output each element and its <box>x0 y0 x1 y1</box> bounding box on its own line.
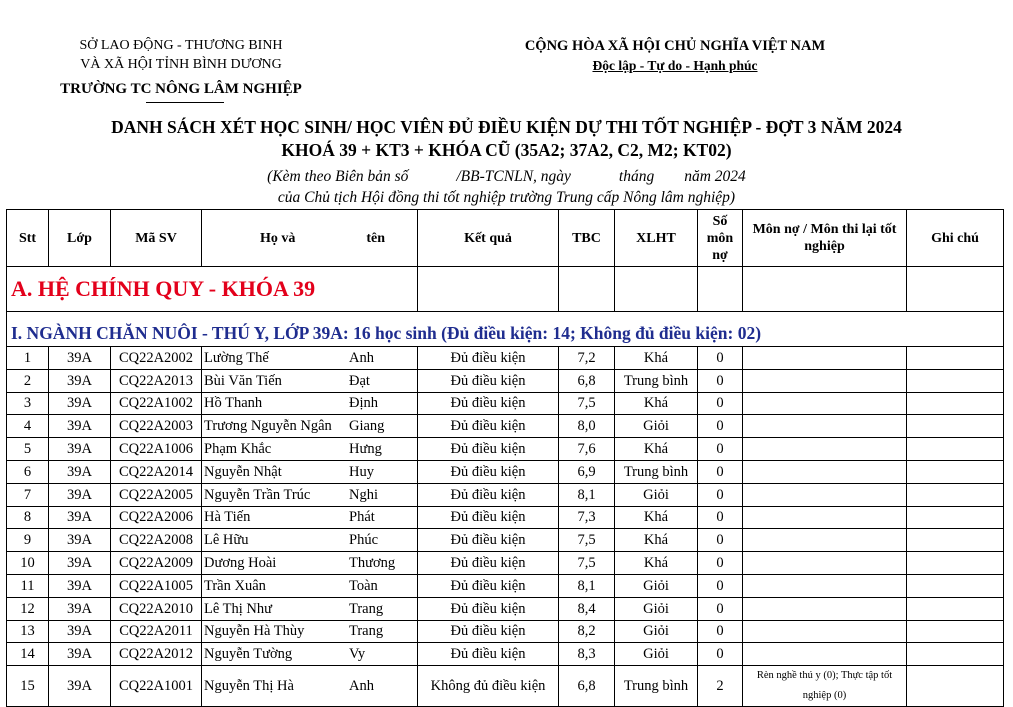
cell-ketqua: Đủ điều kiện <box>418 506 559 529</box>
cell-so-mon-no: 0 <box>698 574 743 597</box>
cell-ketqua: Đủ điều kiện <box>418 415 559 438</box>
table-row <box>7 574 1004 597</box>
cell-ghichu <box>907 392 1004 415</box>
cell-mon-no <box>743 597 907 620</box>
cell-xlht: Trung bình <box>615 666 698 707</box>
cell-mon-no <box>743 506 907 529</box>
cell-so-mon-no: 0 <box>698 529 743 552</box>
cell-mon-no <box>743 392 907 415</box>
cell-ten: Anh <box>349 349 374 366</box>
cell-ghichu <box>907 415 1004 438</box>
cell-tbc: 8,0 <box>559 415 615 438</box>
cell-stt: 4 <box>7 415 49 438</box>
national-title: CỘNG HÒA XÃ HỘI CHỦ NGHĨA VIỆT NAM <box>524 38 826 54</box>
table-row <box>7 643 1004 666</box>
cell-ketqua: Đủ điều kiện <box>418 597 559 620</box>
cell-ghichu <box>907 552 1004 575</box>
cell-ketqua: Đủ điều kiện <box>418 529 559 552</box>
cell-ho: Lê Thị Như <box>204 600 272 617</box>
cell-ten: Toàn <box>349 577 378 594</box>
cell-masv: CQ22A2014 <box>111 460 202 483</box>
cell-ketqua: Đủ điều kiện <box>418 347 559 370</box>
cell-masv: CQ22A2013 <box>111 369 202 392</box>
cell-masv: CQ22A2003 <box>111 415 202 438</box>
empty-cell <box>698 267 743 312</box>
cell-mon-no <box>743 438 907 461</box>
cell-so-mon-no: 0 <box>698 460 743 483</box>
cell-ten: Anh <box>349 678 374 695</box>
cell-stt: 7 <box>7 483 49 506</box>
cell-tbc: 7,2 <box>559 347 615 370</box>
school-name: TRƯỜNG TC NÔNG LÂM NGHIỆP <box>60 81 302 97</box>
cell-xlht: Khá <box>615 506 698 529</box>
cell-xlht: Giỏi <box>615 597 698 620</box>
cell-stt: 15 <box>7 666 49 707</box>
cell-tbc: 8,3 <box>559 643 615 666</box>
cell-mon-no <box>743 415 907 438</box>
cell-ho: Trần Xuân <box>204 577 266 594</box>
cell-mon-no <box>743 643 907 666</box>
cell-masv: CQ22A2005 <box>111 483 202 506</box>
cell-ketqua: Đủ điều kiện <box>418 643 559 666</box>
table-header-row <box>7 210 1004 267</box>
section-i-heading: I. NGÀNH CHĂN NUÔI - THÚ Y, LỚP 39A: 16 học sinh (Đủ điều kiện: 14; Không đủ điều kiện: 02) <box>7 312 1004 347</box>
col-ketqua: Kết quả <box>418 210 559 267</box>
cell-ten: Trang <box>349 600 384 617</box>
title-line-1: DANH SÁCH XÉT HỌC SINH/ HỌC VIÊN ĐỦ ĐIỀU KIỆN DỰ THI TỐT NGHIỆP - ĐỢT 3 NĂM 2024 <box>111 117 902 137</box>
cell-xlht: Khá <box>615 529 698 552</box>
cell-tbc: 6,8 <box>559 666 615 707</box>
section-a-heading: A. HỆ CHÍNH QUY - KHÓA 39 <box>7 267 418 312</box>
cell-hoten <box>202 620 418 643</box>
cell-ten: Thương <box>349 555 396 572</box>
cell-xlht: Trung bình <box>615 460 698 483</box>
cell-ghichu <box>907 666 1004 707</box>
cell-ho: Bùi Văn Tiến <box>204 372 282 389</box>
cell-stt: 13 <box>7 620 49 643</box>
cell-tbc: 7,5 <box>559 552 615 575</box>
cell-so-mon-no: 0 <box>698 597 743 620</box>
cell-tbc: 8,2 <box>559 620 615 643</box>
cell-hoten <box>202 369 418 392</box>
cell-mon-no <box>743 529 907 552</box>
subtitle-part-4: năm 2024 <box>684 168 746 185</box>
cell-stt: 14 <box>7 643 49 666</box>
cell-xlht: Trung bình <box>615 369 698 392</box>
cell-ho: Nguyễn Hà Thùy <box>204 623 305 640</box>
agency-line-1: SỞ LAO ĐỘNG - THƯƠNG BINH <box>79 38 283 53</box>
cell-stt: 1 <box>7 347 49 370</box>
empty-cell <box>559 267 615 312</box>
table-row <box>7 392 1004 415</box>
cell-ho: Dương Hoài <box>204 555 277 572</box>
cell-ghichu <box>907 483 1004 506</box>
cell-ten: Huy <box>349 463 374 480</box>
cell-lop: 39A <box>49 438 111 461</box>
cell-hoten <box>202 483 418 506</box>
cell-stt: 5 <box>7 438 49 461</box>
cell-ten: Nghi <box>349 486 378 503</box>
cell-masv: CQ22A1006 <box>111 438 202 461</box>
cell-lop: 39A <box>49 392 111 415</box>
cell-stt: 11 <box>7 574 49 597</box>
cell-tbc: 8,1 <box>559 483 615 506</box>
table-row <box>7 597 1004 620</box>
cell-mon-no <box>743 347 907 370</box>
cell-mon-no <box>743 483 907 506</box>
subtitle-part-3: tháng <box>618 168 655 185</box>
cell-ten: Phúc <box>349 532 378 549</box>
table-row <box>7 529 1004 552</box>
cell-xlht: Khá <box>615 438 698 461</box>
cell-so-mon-no: 0 <box>698 483 743 506</box>
cell-stt: 3 <box>7 392 49 415</box>
cell-ten: Giang <box>349 418 385 435</box>
cell-lop: 39A <box>49 643 111 666</box>
col-so-mon-no: Số môn nợ <box>698 210 743 267</box>
cell-ketqua: Không đủ điều kiện <box>418 666 559 707</box>
cell-ho: Nguyễn Thị Hà <box>204 678 294 695</box>
cell-hoten <box>202 597 418 620</box>
cell-lop: 39A <box>49 574 111 597</box>
cell-masv: CQ22A1005 <box>111 574 202 597</box>
table-row <box>7 506 1004 529</box>
cell-ghichu <box>907 369 1004 392</box>
agency-line-2: VÀ XÃ HỘI TỈNH BÌNH DƯƠNG <box>80 57 282 72</box>
col-xlht: XLHT <box>615 210 698 267</box>
cell-ten: Định <box>349 395 378 412</box>
col-stt: Stt <box>7 210 49 267</box>
national-motto: Độc lập - Tự do - Hạnh phúc <box>592 58 758 73</box>
cell-ghichu <box>907 620 1004 643</box>
cell-ten: Trang <box>349 623 384 640</box>
cell-masv: CQ22A2011 <box>111 620 202 643</box>
cell-masv: CQ22A1002 <box>111 392 202 415</box>
cell-ghichu <box>907 347 1004 370</box>
cell-tbc: 7,6 <box>559 438 615 461</box>
subtitle-part-2: /BB-TCNLN, ngày <box>456 168 571 185</box>
title-line-2: KHOÁ 39 + KT3 + KHÓA CŨ (35A2; 37A2, C2, M2; KT02) <box>281 140 732 160</box>
cell-stt: 9 <box>7 529 49 552</box>
cell-ghichu <box>907 643 1004 666</box>
table-row <box>7 620 1004 643</box>
cell-mon-no <box>743 460 907 483</box>
cell-masv: CQ22A2006 <box>111 506 202 529</box>
cell-hoten <box>202 643 418 666</box>
cell-so-mon-no: 0 <box>698 347 743 370</box>
cell-hoten <box>202 415 418 438</box>
cell-so-mon-no: 0 <box>698 643 743 666</box>
section-i-row <box>7 312 1004 347</box>
school-divider <box>146 102 224 103</box>
table-row <box>7 438 1004 461</box>
document-subtitle <box>0 166 1013 208</box>
cell-ho: Lường Thế <box>204 349 269 366</box>
cell-ten: Đạt <box>349 372 370 389</box>
table-row <box>7 460 1004 483</box>
subtitle-line-2: của Chủ tịch Hội đồng thi tốt nghiệp trường Trung cấp Nông lâm nghiệp) <box>277 189 736 206</box>
cell-ten: Hưng <box>349 441 382 458</box>
cell-ketqua: Đủ điều kiện <box>418 483 559 506</box>
cell-masv: CQ22A1001 <box>111 666 202 707</box>
cell-xlht: Giỏi <box>615 574 698 597</box>
cell-ghichu <box>907 574 1004 597</box>
subtitle-part-1: (Kèm theo Biên bản số <box>267 168 409 185</box>
cell-stt: 2 <box>7 369 49 392</box>
cell-ho: Phạm Khắc <box>204 441 272 458</box>
cell-so-mon-no: 0 <box>698 438 743 461</box>
cell-ho: Hà Tiến <box>204 509 251 526</box>
cell-stt: 12 <box>7 597 49 620</box>
cell-lop: 39A <box>49 620 111 643</box>
cell-lop: 39A <box>49 415 111 438</box>
cell-ghichu <box>907 506 1004 529</box>
cell-hoten <box>202 460 418 483</box>
cell-hoten <box>202 506 418 529</box>
cell-mon-no <box>743 369 907 392</box>
cell-so-mon-no: 0 <box>698 620 743 643</box>
cell-so-mon-no: 0 <box>698 552 743 575</box>
table-row <box>7 666 1004 707</box>
cell-ten: Vy <box>349 646 366 663</box>
table-row <box>7 369 1004 392</box>
cell-hoten <box>202 392 418 415</box>
cell-tbc: 7,5 <box>559 529 615 552</box>
cell-stt: 10 <box>7 552 49 575</box>
section-a-row <box>7 267 1004 312</box>
cell-lop: 39A <box>49 597 111 620</box>
col-ho: Họ và <box>260 230 296 246</box>
cell-ketqua: Đủ điều kiện <box>418 460 559 483</box>
cell-mon-no <box>743 620 907 643</box>
cell-mon-no <box>743 574 907 597</box>
empty-cell <box>615 267 698 312</box>
subtitle-line-1 <box>0 166 1013 187</box>
cell-ghichu <box>907 460 1004 483</box>
cell-hoten <box>202 347 418 370</box>
cell-hoten <box>202 438 418 461</box>
cell-tbc: 7,3 <box>559 506 615 529</box>
cell-stt: 6 <box>7 460 49 483</box>
col-hoten <box>202 210 418 267</box>
cell-ho: Nguyễn Tường <box>204 646 293 663</box>
cell-hoten <box>202 574 418 597</box>
cell-ho: Nguyễn Trần Trúc <box>204 486 311 503</box>
col-tbc: TBC <box>559 210 615 267</box>
cell-lop: 39A <box>49 666 111 707</box>
agency-header <box>36 36 326 99</box>
cell-tbc: 6,8 <box>559 369 615 392</box>
cell-xlht: Khá <box>615 552 698 575</box>
col-mon-no: Môn nợ / Môn thi lại tốt nghiệp <box>743 210 907 267</box>
cell-masv: CQ22A2009 <box>111 552 202 575</box>
cell-ghichu <box>907 438 1004 461</box>
cell-lop: 39A <box>49 529 111 552</box>
cell-lop: 39A <box>49 552 111 575</box>
cell-mon-no: Rèn nghề thú y (0); Thực tập tốt nghiệp (0) <box>743 666 907 707</box>
cell-masv: CQ22A2010 <box>111 597 202 620</box>
table-row <box>7 483 1004 506</box>
cell-masv: CQ22A2012 <box>111 643 202 666</box>
col-ghichu: Ghi chú <box>907 210 1004 267</box>
cell-xlht: Giỏi <box>615 643 698 666</box>
col-lop: Lớp <box>49 210 111 267</box>
table-row <box>7 415 1004 438</box>
cell-lop: 39A <box>49 369 111 392</box>
cell-lop: 39A <box>49 506 111 529</box>
cell-ketqua: Đủ điều kiện <box>418 574 559 597</box>
cell-so-mon-no: 0 <box>698 415 743 438</box>
cell-lop: 39A <box>49 483 111 506</box>
cell-ketqua: Đủ điều kiện <box>418 438 559 461</box>
cell-so-mon-no: 0 <box>698 392 743 415</box>
cell-tbc: 6,9 <box>559 460 615 483</box>
cell-so-mon-no: 2 <box>698 666 743 707</box>
empty-cell <box>743 267 907 312</box>
cell-masv: CQ22A2008 <box>111 529 202 552</box>
document-title <box>0 116 1013 162</box>
cell-hoten <box>202 666 418 707</box>
cell-ketqua: Đủ điều kiện <box>418 369 559 392</box>
cell-tbc: 8,1 <box>559 574 615 597</box>
col-masv: Mã SV <box>111 210 202 267</box>
cell-so-mon-no: 0 <box>698 369 743 392</box>
cell-xlht: Giỏi <box>615 415 698 438</box>
cell-ketqua: Đủ điều kiện <box>418 620 559 643</box>
cell-xlht: Khá <box>615 392 698 415</box>
cell-ho: Trương Nguyễn Ngân <box>204 418 332 435</box>
cell-ghichu <box>907 529 1004 552</box>
cell-stt: 8 <box>7 506 49 529</box>
cell-lop: 39A <box>49 460 111 483</box>
cell-so-mon-no: 0 <box>698 506 743 529</box>
cell-ghichu <box>907 597 1004 620</box>
cell-ketqua: Đủ điều kiện <box>418 552 559 575</box>
national-header <box>470 36 880 76</box>
cell-xlht: Khá <box>615 347 698 370</box>
cell-hoten <box>202 529 418 552</box>
cell-masv: CQ22A2002 <box>111 347 202 370</box>
cell-ho: Lê Hữu <box>204 532 249 549</box>
cell-mon-no <box>743 552 907 575</box>
student-table <box>6 209 1004 707</box>
cell-xlht: Giỏi <box>615 620 698 643</box>
cell-hoten <box>202 552 418 575</box>
empty-cell <box>907 267 1004 312</box>
cell-tbc: 7,5 <box>559 392 615 415</box>
table-row <box>7 347 1004 370</box>
cell-lop: 39A <box>49 347 111 370</box>
cell-ho: Nguyễn Nhật <box>204 463 282 480</box>
cell-tbc: 8,4 <box>559 597 615 620</box>
cell-ho: Hồ Thanh <box>204 395 263 412</box>
table-row <box>7 552 1004 575</box>
cell-ketqua: Đủ điều kiện <box>418 392 559 415</box>
empty-cell <box>418 267 559 312</box>
cell-ten: Phát <box>349 509 375 526</box>
cell-xlht: Giỏi <box>615 483 698 506</box>
col-ten: tên <box>366 230 385 246</box>
